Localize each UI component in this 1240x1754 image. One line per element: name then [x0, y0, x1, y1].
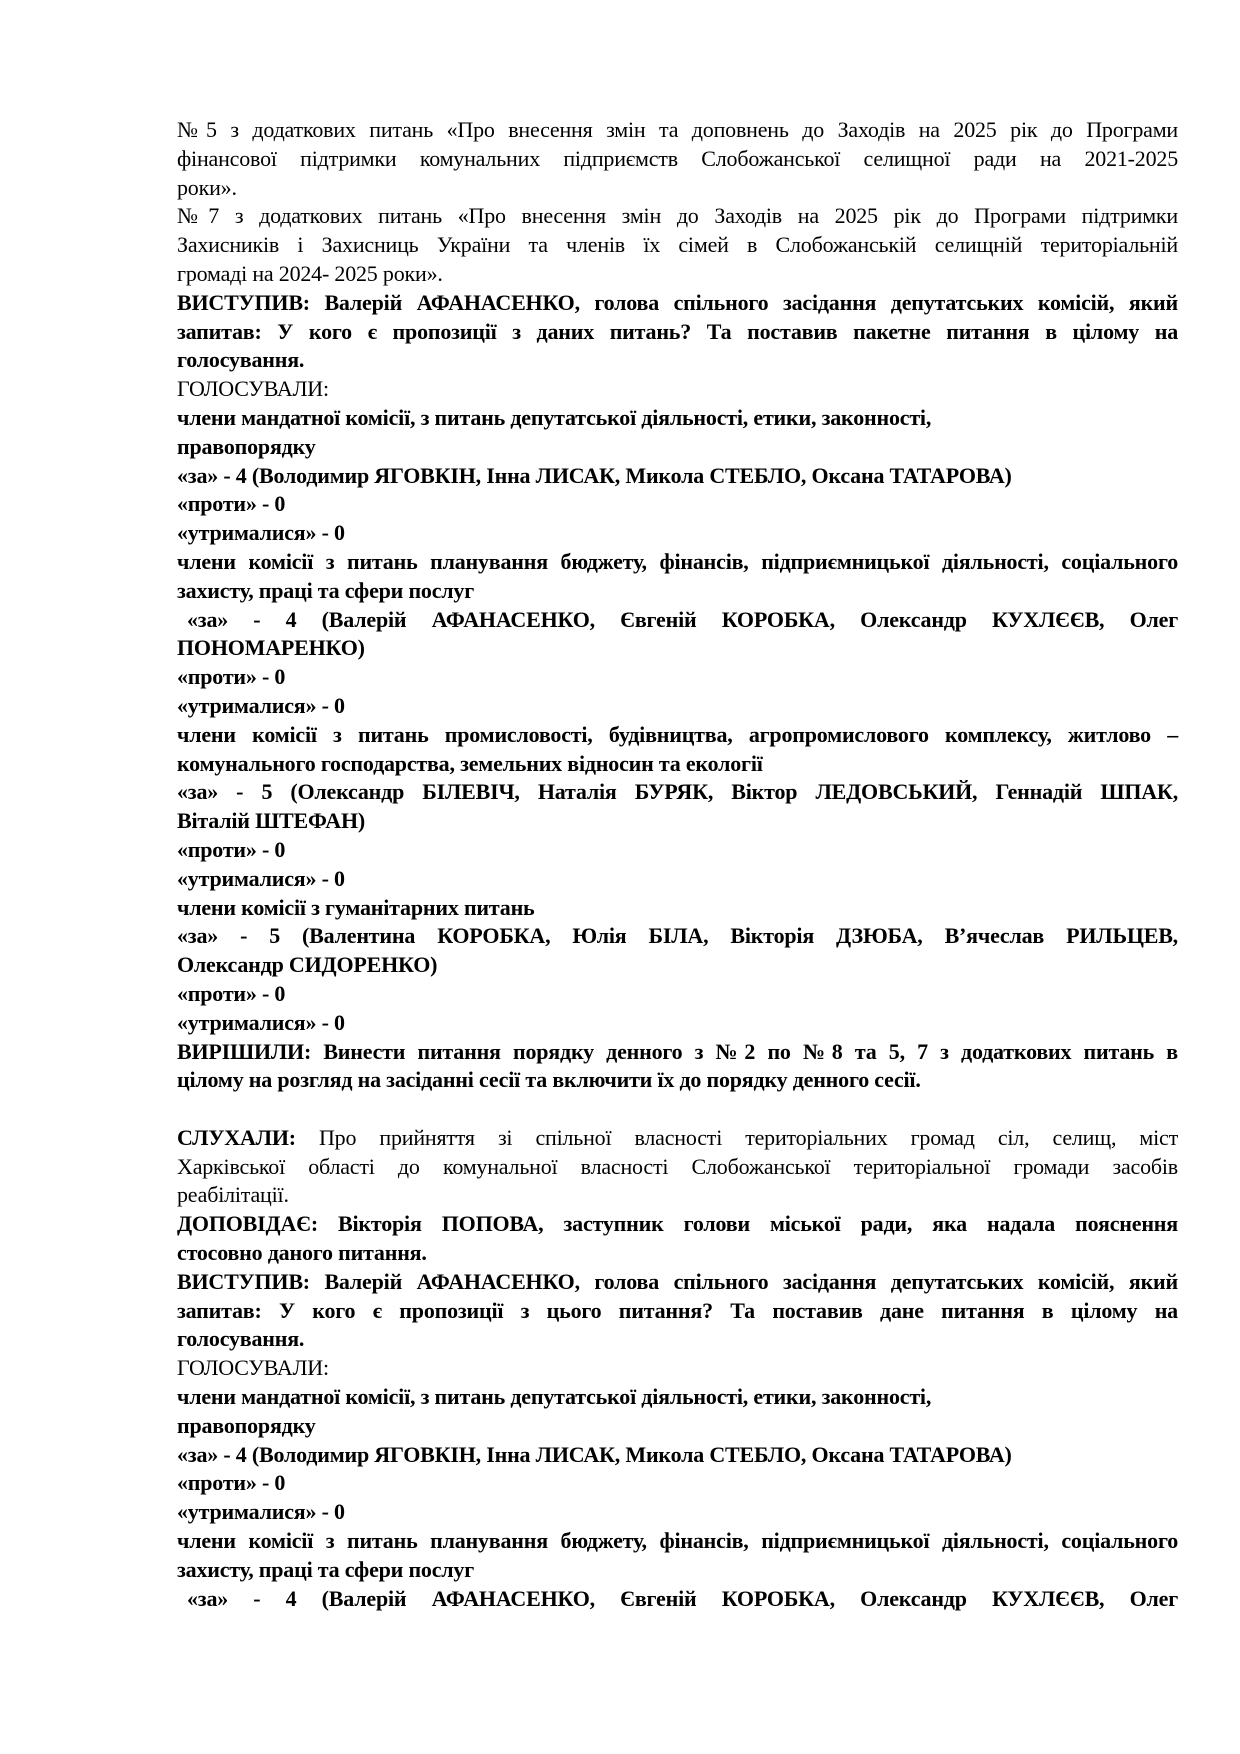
- text-segment: члени комісії з питань планування бюджету, фінансів, підприємницької діяльності, соціального: [177, 548, 1178, 574]
- text-line: [177, 462, 1178, 491]
- text-line: [177, 318, 1178, 347]
- text-line: [177, 721, 1178, 750]
- text-line: [177, 1585, 1178, 1614]
- text-line: [177, 1124, 1178, 1153]
- text-line: [177, 1498, 1178, 1527]
- text-segment: члени комісії з гуманітарних питань: [177, 894, 535, 920]
- text-segment: голосування.: [177, 1326, 305, 1352]
- text-line: [177, 1527, 1178, 1556]
- text-segment: «проти» - 0: [177, 491, 286, 517]
- text-line: [177, 260, 1178, 289]
- text-line: [177, 1383, 1178, 1412]
- text-line: [177, 1354, 1178, 1383]
- text-line: [177, 375, 1178, 404]
- text-segment: правопорядку: [177, 1412, 316, 1438]
- text-line: [177, 894, 1178, 923]
- text-line: [177, 1297, 1178, 1326]
- text-line: [177, 1268, 1178, 1297]
- text-segment: комунального господарства, земельних відносин та екології: [177, 750, 763, 776]
- text-line: [177, 980, 1178, 1009]
- text-segment: «за» - 4 (Валерій АФАНАСЕНКО, Євгеній КОРОБКА, Олександр КУХЛЄЄВ, Олег: [187, 606, 1178, 632]
- text-segment: Захисників і Захисниць України та членів їх сімей в Слобожанській селищній територіальній: [177, 232, 1178, 258]
- text-line: [177, 145, 1178, 174]
- text-segment: ДОПОВІДАЄ: Вікторія ПОПОВА, заступник голови міської ради, яка надала пояснення: [177, 1211, 1178, 1237]
- text-line: [177, 1009, 1178, 1038]
- text-line: [177, 577, 1178, 606]
- text-segment: роки».: [177, 174, 237, 200]
- text-segment: «утрималися» - 0: [177, 1499, 345, 1525]
- text-line: [177, 289, 1178, 318]
- text-line: [177, 951, 1178, 980]
- text-segment: «проти» - 0: [177, 1470, 286, 1496]
- text-segment: «утрималися» - 0: [177, 520, 345, 546]
- text-segment: ГОЛОСУВАЛИ:: [177, 376, 329, 402]
- text-segment: члени мандатної комісії, з питань депутатської діяльності, етики, законності,: [177, 1384, 932, 1410]
- text-segment: захисту, праці та сфери послуг: [177, 1556, 475, 1582]
- blank-line: [177, 1095, 1178, 1124]
- text-line: [177, 490, 1178, 519]
- text-line: [177, 174, 1178, 203]
- text-segment: «утрималися» - 0: [177, 692, 345, 718]
- text-line: [177, 606, 1178, 635]
- text-line: [177, 433, 1178, 462]
- text-line: [177, 750, 1178, 779]
- text-line: [177, 116, 1178, 145]
- text-segment: реабілітації.: [177, 1182, 289, 1208]
- text-segment: Олександр СИДОРЕНКО): [177, 952, 438, 978]
- text-line: [177, 634, 1178, 663]
- text-segment: правопорядку: [177, 433, 316, 459]
- text-line: [177, 519, 1178, 548]
- text-segment: запитав: У кого є пропозиції з цього питання? Та поставив дане питання в цілому на: [177, 1297, 1178, 1323]
- document-content: [177, 116, 1178, 1613]
- text-line: [177, 1239, 1178, 1268]
- text-line: [177, 807, 1178, 836]
- text-segment: Про прийняття зі спільної власності територіальних громад сіл, селищ, міст: [295, 1124, 1178, 1150]
- text-segment: «за» - 5 (Валентина КОРОБКА, Юлія БІЛА, Вікторія ДЗЮБА, В’ячеслав РИЛЬЦЕВ,: [177, 923, 1178, 949]
- text-line: [177, 548, 1178, 577]
- text-segment: голосування.: [177, 347, 305, 373]
- text-line: [177, 1325, 1178, 1354]
- text-segment: ВИСТУПИВ: Валерій АФАНАСЕНКО, голова спільного засідання депутатських комісій, який: [177, 1268, 1178, 1294]
- text-segment: фінансової підтримки комунальних підприємств Слобожанської селищної ради на 2021-2025: [177, 145, 1178, 171]
- text-line: [177, 202, 1178, 231]
- text-segment: захисту, праці та сфери послуг: [177, 577, 475, 603]
- text-line: [177, 1469, 1178, 1498]
- text-line: [177, 346, 1178, 375]
- text-segment: ВИСТУПИВ: Валерій АФАНАСЕНКО, голова спільного засідання депутатських комісій, який: [177, 289, 1178, 315]
- text-segment: «за» - 4 (Валерій АФАНАСЕНКО, Євгеній КОРОБКА, Олександр КУХЛЄЄВ, Олег: [187, 1585, 1178, 1611]
- text-segment: №5 з додаткових питань «Про внесення змін та доповнень до Заходів на 2025 рік до Програми: [177, 117, 1178, 142]
- text-line: [177, 1181, 1178, 1210]
- text-line: [177, 1556, 1178, 1585]
- text-line: [177, 1038, 1178, 1067]
- text-line: [177, 1153, 1178, 1182]
- text-line: [177, 231, 1178, 260]
- text-segment: ВИРІШИЛИ: Винести питання порядку денного з №2 по №8 та 5, 7 з додаткових питань в: [177, 1038, 1178, 1064]
- text-segment: «проти» - 0: [177, 980, 286, 1006]
- text-segment: ГОЛОСУВАЛИ:: [177, 1355, 329, 1381]
- text-segment: Харківської області до комунальної власності Слобожанської територіальної громади засобів: [177, 1153, 1178, 1179]
- text-segment: «за» - 5 (Олександр БІЛЕВІЧ, Наталія БУРЯК, Віктор ЛЕДОВСЬКИЙ, Геннадій ШПАК,: [177, 779, 1178, 805]
- text-segment: ПОНОМАРЕНКО): [177, 635, 365, 661]
- text-segment: запитав: У кого є пропозиції з даних питань? Та поставив пакетне питання в цілому на: [177, 318, 1178, 344]
- text-segment: члени комісії з питань промисловості, будівництва, агропромислового комплексу, житлово –: [177, 721, 1178, 747]
- text-segment: стосовно даного питання.: [177, 1240, 427, 1266]
- text-line: [177, 404, 1178, 433]
- text-segment: Віталій ШТЕФАН): [177, 808, 366, 834]
- text-line: [177, 1441, 1178, 1470]
- text-segment: «за» - 4 (Володимир ЯГОВКІН, Інна ЛИСАК, Микола СТЕБЛО, Оксана ТАТАРОВА): [177, 1441, 1012, 1467]
- text-segment: члени комісії з питань планування бюджету, фінансів, підприємницької діяльності, соціального: [177, 1528, 1178, 1554]
- text-line: [177, 778, 1178, 807]
- text-segment: члени мандатної комісії, з питань депутатської діяльності, етики, законності,: [177, 404, 932, 430]
- text-line: [177, 1066, 1178, 1095]
- text-segment: «утрималися» - 0: [177, 1009, 345, 1035]
- text-segment: «проти» - 0: [177, 836, 286, 862]
- text-segment: «проти» - 0: [177, 664, 286, 690]
- text-line: [177, 692, 1178, 721]
- text-segment: цілому на розгляд на засіданні сесії та включити їх до порядку денного сесії.: [177, 1067, 921, 1093]
- text-segment: №7 з додаткових питань «Про внесення змін до Заходів на 2025 рік до Програми підтримки: [177, 203, 1178, 229]
- text-segment: громаді на 2024- 2025 роки».: [177, 260, 443, 286]
- text-line: [177, 865, 1178, 894]
- text-segment: СЛУХАЛИ:: [177, 1124, 296, 1150]
- text-line: [177, 836, 1178, 865]
- text-line: [177, 1412, 1178, 1441]
- text-line: [177, 1210, 1178, 1239]
- text-line: [177, 663, 1178, 692]
- text-segment: «за» - 4 (Володимир ЯГОВКІН, Інна ЛИСАК, Микола СТЕБЛО, Оксана ТАТАРОВА): [177, 462, 1012, 488]
- text-line: [177, 922, 1178, 951]
- text-segment: «утрималися» - 0: [177, 865, 345, 891]
